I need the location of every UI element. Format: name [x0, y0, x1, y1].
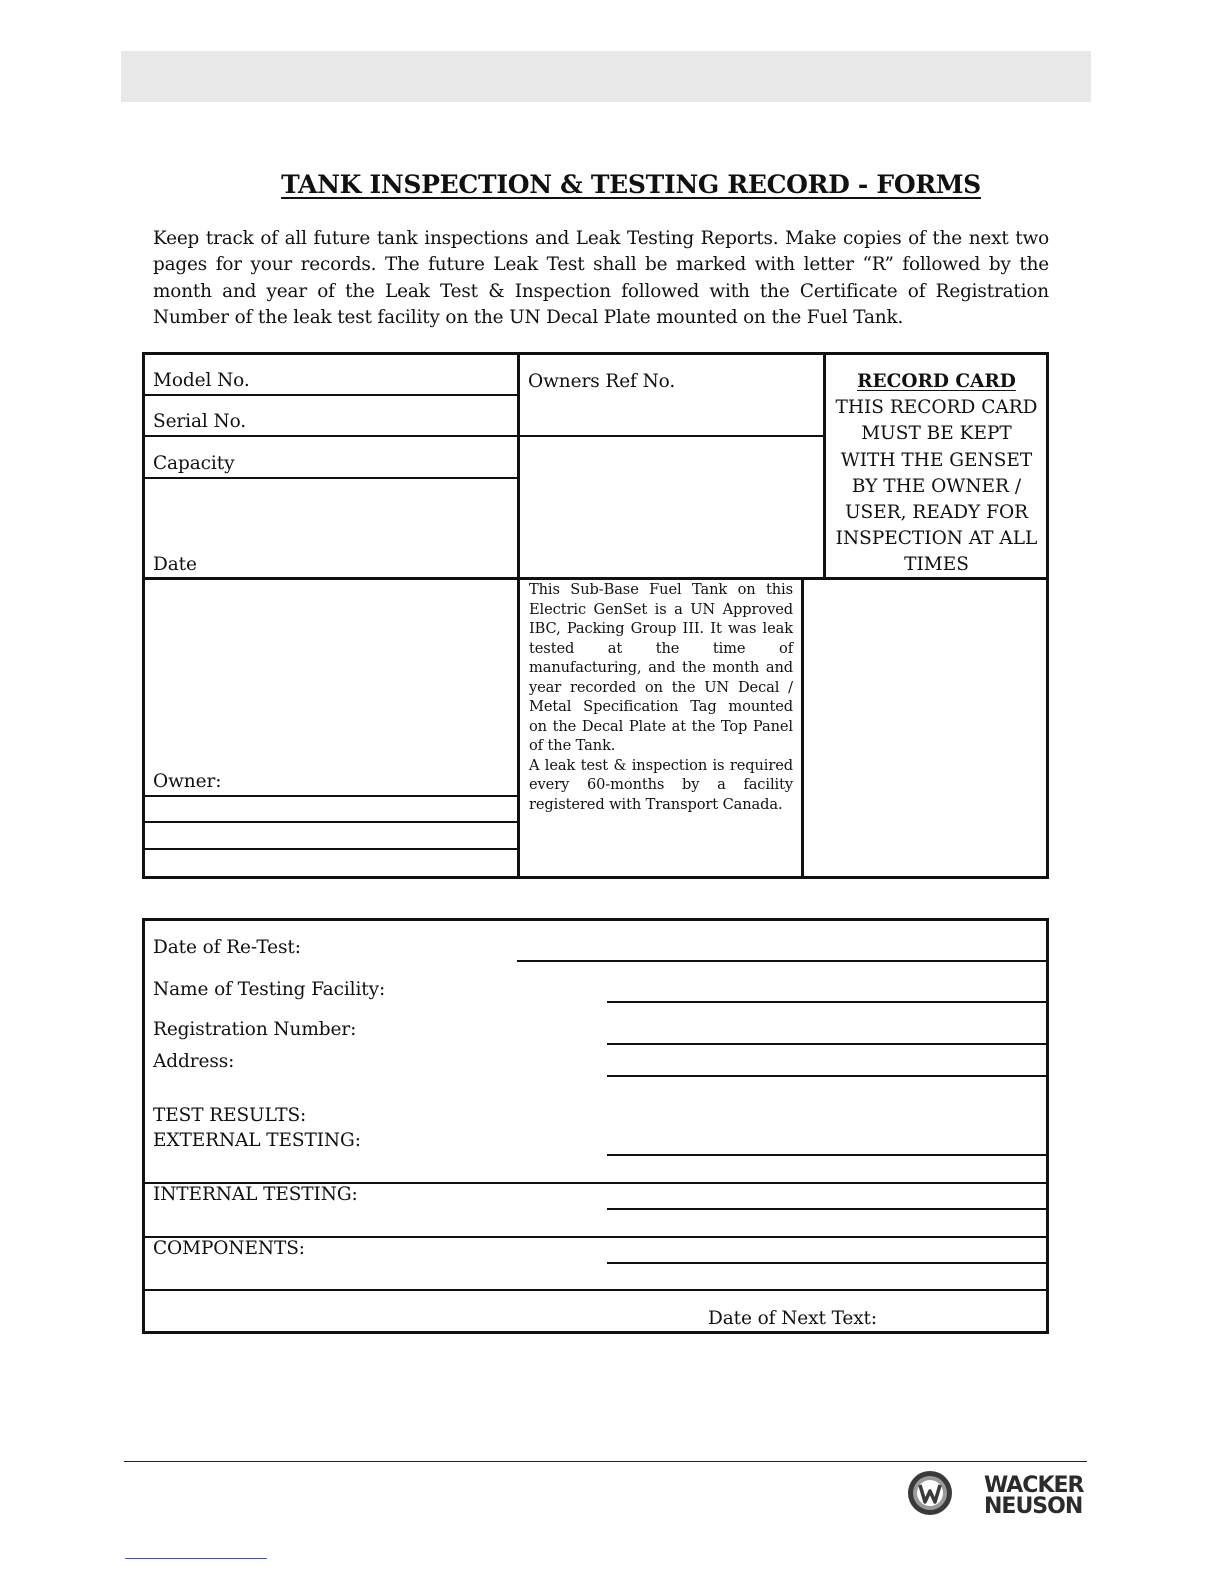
date-next-test-label: Date of Next Text:	[708, 1308, 878, 1329]
record-card-line: INSPECTION AT ALL	[835, 528, 1038, 550]
model-divider	[142, 394, 518, 396]
facility-name-line	[607, 1001, 1048, 1003]
address-line	[607, 1075, 1048, 1077]
record-card-notice	[826, 369, 1047, 579]
retest-right-edge	[1046, 918, 1049, 1334]
serial-no-label: Serial No.	[153, 411, 247, 432]
capacity-label: Capacity	[153, 453, 235, 474]
card-divider-left	[517, 352, 520, 879]
components-label: COMPONENTS:	[153, 1238, 305, 1259]
test-results-label: TEST RESULTS:	[153, 1105, 307, 1126]
record-card-line: USER, READY FOR	[844, 502, 1029, 524]
external-testing-line	[607, 1154, 1048, 1156]
intro-paragraph: Keep track of all future tank inspections and Leak Testing Reports. Make copies of the next two pages for your records. The future Leak Test shall be marked with letter “R” followed by the month and year of the Leak Test & Inspection followed with the Certificate of Registration Number of the leak test facility on the UN Decal Plate mounted on the Fuel Tank.	[153, 228, 1049, 328]
registration-line	[607, 1043, 1048, 1045]
page-header-bar	[121, 51, 1091, 102]
date-label: Date	[153, 554, 197, 575]
external-testing-label: EXTERNAL TESTING:	[153, 1130, 361, 1151]
model-no-label: Model No.	[153, 370, 250, 391]
record-card-line: TIMES	[904, 554, 969, 576]
brand-wordmark	[984, 1475, 1083, 1517]
brand-wordmark-line-1: WACKER	[984, 1473, 1084, 1498]
record-card-line: BY THE OWNER /	[851, 475, 1022, 497]
record-card-line: THIS RECORD CARD	[835, 397, 1038, 419]
wacker-neuson-logo-icon	[906, 1469, 954, 1517]
serial-divider	[142, 435, 825, 437]
address-label: Address:	[153, 1051, 235, 1072]
owner-line-3	[142, 848, 518, 850]
components-line	[607, 1262, 1048, 1264]
internal-testing-label: INTERNAL TESTING:	[153, 1184, 358, 1205]
components-section-divider	[142, 1289, 1049, 1291]
card-divider-right-bottom	[801, 578, 804, 879]
footer-rule	[124, 1461, 1087, 1462]
footer-link-underline	[125, 1558, 267, 1559]
brand-wordmark-line-2: NEUSON	[984, 1494, 1083, 1519]
notice-paragraph-1: This Sub-Base Fuel Tank on this Electric GenSet is a UN Approved IBC, Packing Group III. It was leak tested at the time of manufacturing, and the month and year recorded on the UN Decal / Metal Specification Tag mounted on the Decal Plate at the Top Panel of the Tank.	[529, 581, 793, 754]
un-approval-notice	[529, 580, 793, 814]
retest-date-line	[517, 960, 1048, 962]
owner-line-2	[142, 821, 518, 823]
notice-paragraph-2: A leak test & inspection is required every 60-months by a facility registered with Transport Canada.	[529, 756, 793, 813]
facility-name-label: Name of Testing Facility:	[153, 979, 386, 1000]
record-card-line: WITH THE GENSET	[840, 449, 1033, 471]
record-card-line: MUST BE KEPT	[861, 423, 1012, 445]
record-card-title: RECORD CARD	[857, 371, 1016, 392]
registration-number-label: Registration Number:	[153, 1019, 357, 1040]
owner-line-1	[142, 795, 518, 797]
internal-testing-line	[607, 1208, 1048, 1210]
retest-date-label: Date of Re-Test:	[153, 937, 301, 958]
capacity-divider	[142, 477, 518, 479]
owners-ref-label: Owners Ref No.	[528, 371, 676, 392]
owner-label: Owner:	[153, 771, 222, 792]
page-title: TANK INSPECTION & TESTING RECORD - FORMS	[281, 170, 981, 199]
